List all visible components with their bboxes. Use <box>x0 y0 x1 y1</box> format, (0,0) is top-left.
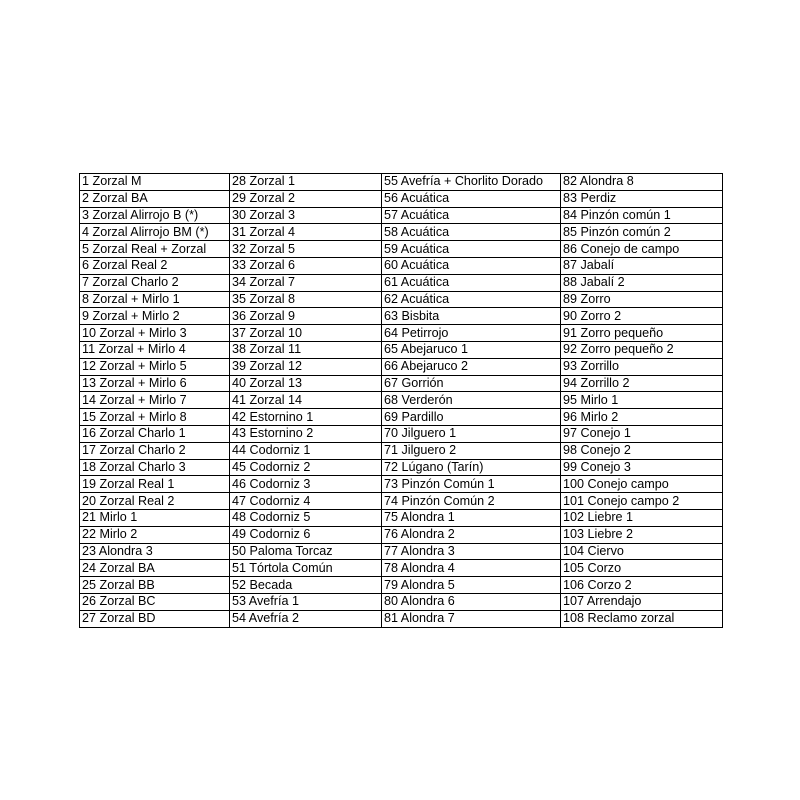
table-row <box>80 190 723 207</box>
table-cell: 62 Acuática <box>382 291 561 308</box>
table-cell: 12 Zorzal + Mirlo 5 <box>80 358 230 375</box>
table-cell: 99 Conejo 3 <box>561 459 723 476</box>
table-cell: 29 Zorzal 2 <box>230 190 382 207</box>
table-cell: 33 Zorzal 6 <box>230 257 382 274</box>
table-cell: 95 Mirlo 1 <box>561 392 723 409</box>
table-cell: 82 Alondra 8 <box>561 174 723 191</box>
table-cell: 100 Conejo campo <box>561 476 723 493</box>
table-row <box>80 459 723 476</box>
table-cell: 67 Gorrión <box>382 375 561 392</box>
table-cell: 24 Zorzal BA <box>80 560 230 577</box>
table-cell: 11 Zorzal + Mirlo 4 <box>80 341 230 358</box>
table-row <box>80 358 723 375</box>
table-row <box>80 224 723 241</box>
table-cell: 63 Bisbita <box>382 308 561 325</box>
table-cell: 1 Zorzal M <box>80 174 230 191</box>
table-cell: 72 Lúgano (Tarín) <box>382 459 561 476</box>
table-cell: 92 Zorro pequeño 2 <box>561 341 723 358</box>
table-cell: 38 Zorzal 11 <box>230 341 382 358</box>
table-cell: 61 Acuática <box>382 274 561 291</box>
table-cell: 69 Pardillo <box>382 409 561 426</box>
table-cell: 102 Liebre 1 <box>561 509 723 526</box>
table-cell: 101 Conejo campo 2 <box>561 493 723 510</box>
table-cell: 77 Alondra 3 <box>382 543 561 560</box>
table-row <box>80 476 723 493</box>
table-cell: 79 Alondra 5 <box>382 577 561 594</box>
table-cell: 103 Liebre 2 <box>561 526 723 543</box>
table-cell: 74 Pinzón Común 2 <box>382 493 561 510</box>
table-cell: 16 Zorzal Charlo 1 <box>80 425 230 442</box>
table-cell: 50 Paloma Torcaz <box>230 543 382 560</box>
table-cell: 27 Zorzal BD <box>80 610 230 627</box>
table-cell: 96 Mirlo 2 <box>561 409 723 426</box>
table-cell: 40 Zorzal 13 <box>230 375 382 392</box>
table-cell: 83 Perdiz <box>561 190 723 207</box>
table-row <box>80 341 723 358</box>
table-row <box>80 509 723 526</box>
table-cell: 9 Zorzal + Mirlo 2 <box>80 308 230 325</box>
table-row <box>80 274 723 291</box>
table-cell: 91 Zorro pequeño <box>561 325 723 342</box>
table-row <box>80 291 723 308</box>
table-cell: 60 Acuática <box>382 257 561 274</box>
table-cell: 4 Zorzal Alirrojo BM (*) <box>80 224 230 241</box>
table-cell: 46 Codorniz 3 <box>230 476 382 493</box>
table-cell: 13 Zorzal + Mirlo 6 <box>80 375 230 392</box>
table-cell: 66 Abejaruco 2 <box>382 358 561 375</box>
table-cell: 8 Zorzal + Mirlo 1 <box>80 291 230 308</box>
table-cell: 59 Acuática <box>382 241 561 258</box>
table-cell: 97 Conejo 1 <box>561 425 723 442</box>
table-row <box>80 425 723 442</box>
table-cell: 106 Corzo 2 <box>561 577 723 594</box>
table-cell: 25 Zorzal BB <box>80 577 230 594</box>
table-cell: 6 Zorzal Real 2 <box>80 257 230 274</box>
table-cell: 28 Zorzal 1 <box>230 174 382 191</box>
table-row <box>80 375 723 392</box>
table-row <box>80 409 723 426</box>
table-cell: 104 Ciervo <box>561 543 723 560</box>
table-cell: 14 Zorzal + Mirlo 7 <box>80 392 230 409</box>
table-cell: 37 Zorzal 10 <box>230 325 382 342</box>
table-cell: 87 Jabalí <box>561 257 723 274</box>
table-cell: 20 Zorzal Real 2 <box>80 493 230 510</box>
table-cell: 76 Alondra 2 <box>382 526 561 543</box>
table-cell: 34 Zorzal 7 <box>230 274 382 291</box>
table-cell: 105 Corzo <box>561 560 723 577</box>
table-cell: 15 Zorzal + Mirlo 8 <box>80 409 230 426</box>
table-cell: 54 Avefría 2 <box>230 610 382 627</box>
table-cell: 7 Zorzal Charlo 2 <box>80 274 230 291</box>
table-cell: 89 Zorro <box>561 291 723 308</box>
table-cell: 51 Tórtola Común <box>230 560 382 577</box>
table-row <box>80 207 723 224</box>
table-cell: 108 Reclamo zorzal <box>561 610 723 627</box>
table-row <box>80 493 723 510</box>
table-cell: 48 Codorniz 5 <box>230 509 382 526</box>
table-cell: 107 Arrendajo <box>561 593 723 610</box>
table-cell: 64 Petirrojo <box>382 325 561 342</box>
table-row <box>80 560 723 577</box>
table-cell: 57 Acuática <box>382 207 561 224</box>
table-cell: 41 Zorzal 14 <box>230 392 382 409</box>
table-cell: 3 Zorzal Alirrojo B (*) <box>80 207 230 224</box>
table-cell: 58 Acuática <box>382 224 561 241</box>
table-row <box>80 610 723 627</box>
sound-list-table <box>79 173 723 628</box>
table-cell: 65 Abejaruco 1 <box>382 341 561 358</box>
table-row <box>80 577 723 594</box>
table-cell: 68 Verderón <box>382 392 561 409</box>
table-cell: 17 Zorzal Charlo 2 <box>80 442 230 459</box>
table-cell: 90 Zorro 2 <box>561 308 723 325</box>
table-cell: 44 Codorniz 1 <box>230 442 382 459</box>
table-cell: 73 Pinzón Común 1 <box>382 476 561 493</box>
table-cell: 84 Pinzón común 1 <box>561 207 723 224</box>
table-cell: 55 Avefría + Chorlito Dorado <box>382 174 561 191</box>
table-row <box>80 325 723 342</box>
table-cell: 10 Zorzal + Mirlo 3 <box>80 325 230 342</box>
table-row <box>80 526 723 543</box>
table-cell: 88 Jabalí 2 <box>561 274 723 291</box>
table-cell: 81 Alondra 7 <box>382 610 561 627</box>
table-cell: 30 Zorzal 3 <box>230 207 382 224</box>
table-cell: 43 Estornino 2 <box>230 425 382 442</box>
table-cell: 32 Zorzal 5 <box>230 241 382 258</box>
table-cell: 71 Jilguero 2 <box>382 442 561 459</box>
table-cell: 85 Pinzón común 2 <box>561 224 723 241</box>
table-cell: 2 Zorzal BA <box>80 190 230 207</box>
table-cell: 23 Alondra 3 <box>80 543 230 560</box>
table-cell: 47 Codorniz 4 <box>230 493 382 510</box>
table-cell: 31 Zorzal 4 <box>230 224 382 241</box>
table-cell: 93 Zorrillo <box>561 358 723 375</box>
table-cell: 53 Avefría 1 <box>230 593 382 610</box>
table-cell: 5 Zorzal Real + Zorzal <box>80 241 230 258</box>
table-cell: 80 Alondra 6 <box>382 593 561 610</box>
table-cell: 86 Conejo de campo <box>561 241 723 258</box>
table-cell: 75 Alondra 1 <box>382 509 561 526</box>
table-cell: 70 Jilguero 1 <box>382 425 561 442</box>
table-row <box>80 308 723 325</box>
table-cell: 22 Mirlo 2 <box>80 526 230 543</box>
table-row <box>80 257 723 274</box>
table-cell: 98 Conejo 2 <box>561 442 723 459</box>
table-cell: 45 Codorniz 2 <box>230 459 382 476</box>
table-cell: 42 Estornino 1 <box>230 409 382 426</box>
table-row <box>80 241 723 258</box>
table-cell: 19 Zorzal Real 1 <box>80 476 230 493</box>
table-cell: 21 Mirlo 1 <box>80 509 230 526</box>
table-cell: 56 Acuática <box>382 190 561 207</box>
table-row <box>80 174 723 191</box>
table-cell: 49 Codorniz 6 <box>230 526 382 543</box>
table-cell: 26 Zorzal BC <box>80 593 230 610</box>
table-cell: 39 Zorzal 12 <box>230 358 382 375</box>
table-cell: 78 Alondra 4 <box>382 560 561 577</box>
table-cell: 18 Zorzal Charlo 3 <box>80 459 230 476</box>
table-cell: 52 Becada <box>230 577 382 594</box>
sound-list-body <box>80 174 723 628</box>
table-cell: 94 Zorrillo 2 <box>561 375 723 392</box>
table-cell: 35 Zorzal 8 <box>230 291 382 308</box>
table-row <box>80 442 723 459</box>
table-row <box>80 543 723 560</box>
table-row <box>80 593 723 610</box>
table-cell: 36 Zorzal 9 <box>230 308 382 325</box>
table-row <box>80 392 723 409</box>
